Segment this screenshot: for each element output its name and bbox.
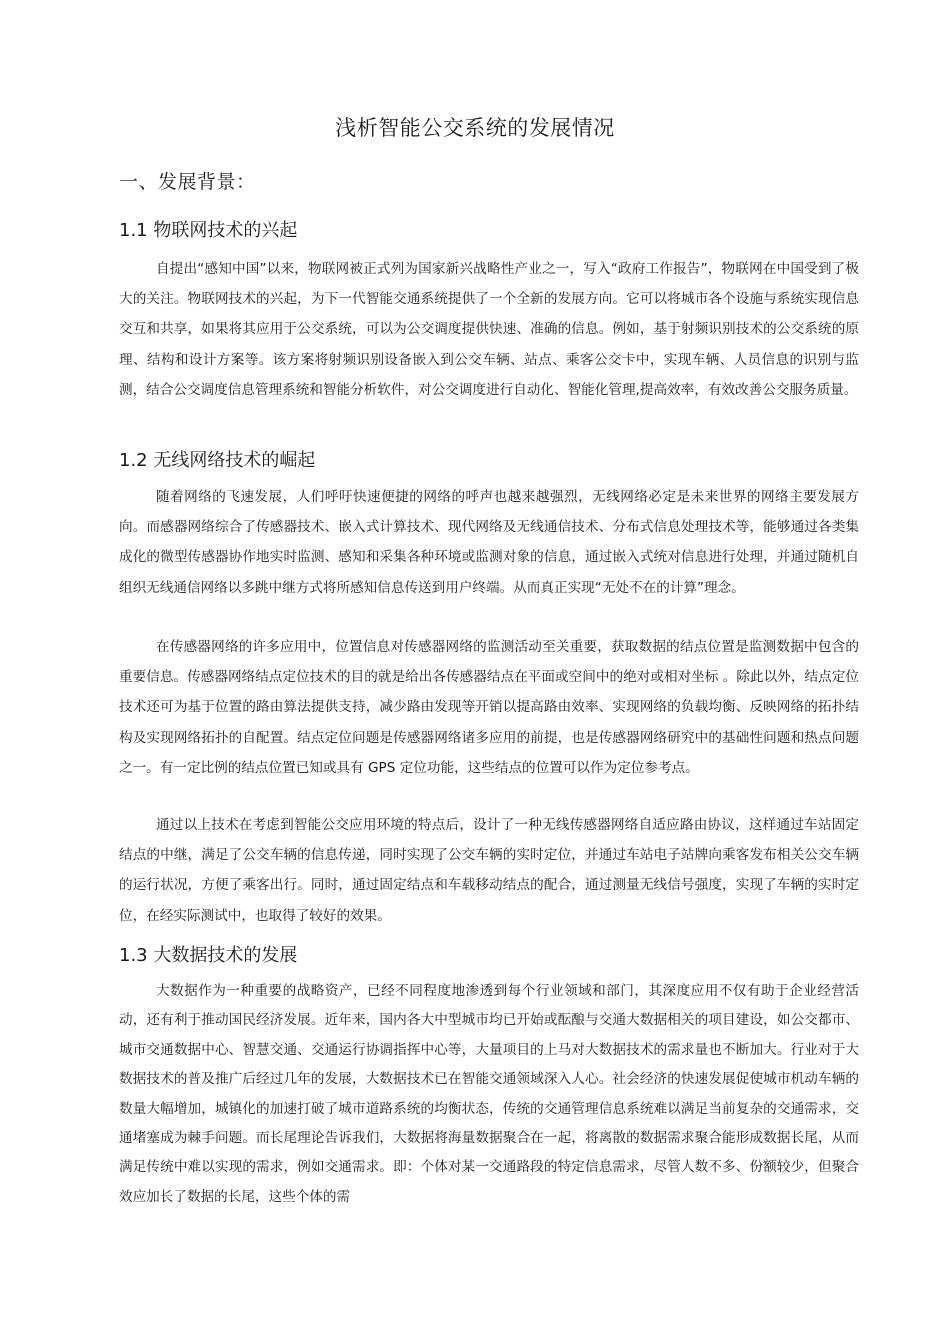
paragraph-wireless-1: 随着网络的飞速发展，人们呼吁快速便捷的网络的呼声也越来越强烈，无线网络必定是未来世界的网络主要发展方向。而感器网络综合了传感器技术、嵌入式计算技术、现代网络及无线通信技术、分布式信息处理技术等，能够通过各类集成化的微型传感器协作地实时监测、感知和采集各种环境或监测对象的信息，通过嵌入式统对信息进行处理，并通过随机自组织无线通信网络以多跳中继方式将所感知信息传送到用户终端。从而真正实现“无处不在的计算”理念。 xyxy=(119,489,859,596)
document-title: 浅析智能公交系统的发展情况 xyxy=(335,116,615,140)
paragraph-wireless-2: 在传感器网络的许多应用中，位置信息对传感器网络的监测活动至关重要，获取数据的结点位置是监测数据中包含的重要信息。传感器网络结点定位技术的目的就是给出各传感器结点在平面或空间中的绝对或相对坐标 。除此以外，结点定位技术还可为基于位置的路由算法提供支持，减少路由发现等开销以提高路由效率、实现网络的负载均衡、反映网络的拓扑结构及实现网络拓扑的自配置。结点定位问题是传感器网络诸多应用的前提，也是传感器网络研究中的基础性问题和热点问题之一。有一定比例的结点位置已知或具有 GPS 定位功能，这些结点的位置可以作为定位参考点。 xyxy=(119,639,859,776)
paragraph-wireless-3: 通过以上技术在考虑到智能公交应用环境的特点后，设计了一种无线传感器网络自适应路由协议，这样通过车站固定结点的中继，满足了公交车辆的信息传递，同时实现了公交车辆的实时定位，并通过车站电子站牌向乘客发布相关公交车辆的运行状况，方便了乘客出行。同时，通过固定结点和车载移动结点的配合，通过测量无线信号强度，实现了车辆的实时定位，在经实际测试中，也取得了较好的效果。 xyxy=(119,817,859,924)
subsection-heading-iot: 1.1 物联网技术的兴起 xyxy=(119,220,298,241)
paragraph-bigdata: 大数据作为一种重要的战略资产，已经不同程度地渗透到每个行业领域和部门，其深度应用不仅有助于企业经营活动，还有利于推动国民经济发展。近年来，国内各大中型城市均已开始或酝酿与交通大数据相关的项目建设，如公交都市、城市交通数据中心、智慧交通、交通运行协调指挥中心等，大量项目的上马对大数据技术的需求量也不断加大。行业对于大数据技术的普及推广后经过几年的发展，大数据技术已在智能交通领域深入人心。社会经济的快速发展促使城市机动车辆的数量大幅增加，城镇化的加速打破了城市道路系统的均衡状态，传统的交通管理信息系统难以满足当前复杂的交通需求，交通堵塞成为棘手问题。而长尾理论告诉我们，大数据将海量数据聚合在一起，将离散的数据需求聚合能形成数据长尾，从而满足传统中难以实现的需求，例如交通需求。即：个体对某一交通路段的特定信息需求，尽管人数不多、份额较少，但聚合效应加长了数据的长尾，这些个体的需 xyxy=(119,983,859,1205)
subsection-heading-wireless: 1.2 无线网络技术的崛起 xyxy=(119,450,316,471)
paragraph-iot: 自提出“感知中国”以来，物联网被正式列为国家新兴战略性产业之一，写入“政府工作报告”，物联网在中国受到了极大的关注。物联网技术的兴起，为下一代智能交通系统提供了一个全新的发展方向。它可以将城市各个设施与系统实现信息交互和共享，如果将其应用于公交系统，可以为公交调度提供快速、准确的信息。例如，基于射频识别技术的公交系统的原理、结构和设计方案等。该方案将射频识别设备嵌入到公交车辆、站点、乘客公交卡中，实现车辆、人员信息的识别与监测，结合公交调度信息管理系统和智能分析软件，对公交调度进行自动化、智能化管理,提高效率，有效改善公交服务质量。 xyxy=(119,261,859,398)
subsection-heading-bigdata: 1.3 大数据技术的发展 xyxy=(119,945,298,966)
section-heading-background: 一、发展背景： xyxy=(119,171,256,193)
